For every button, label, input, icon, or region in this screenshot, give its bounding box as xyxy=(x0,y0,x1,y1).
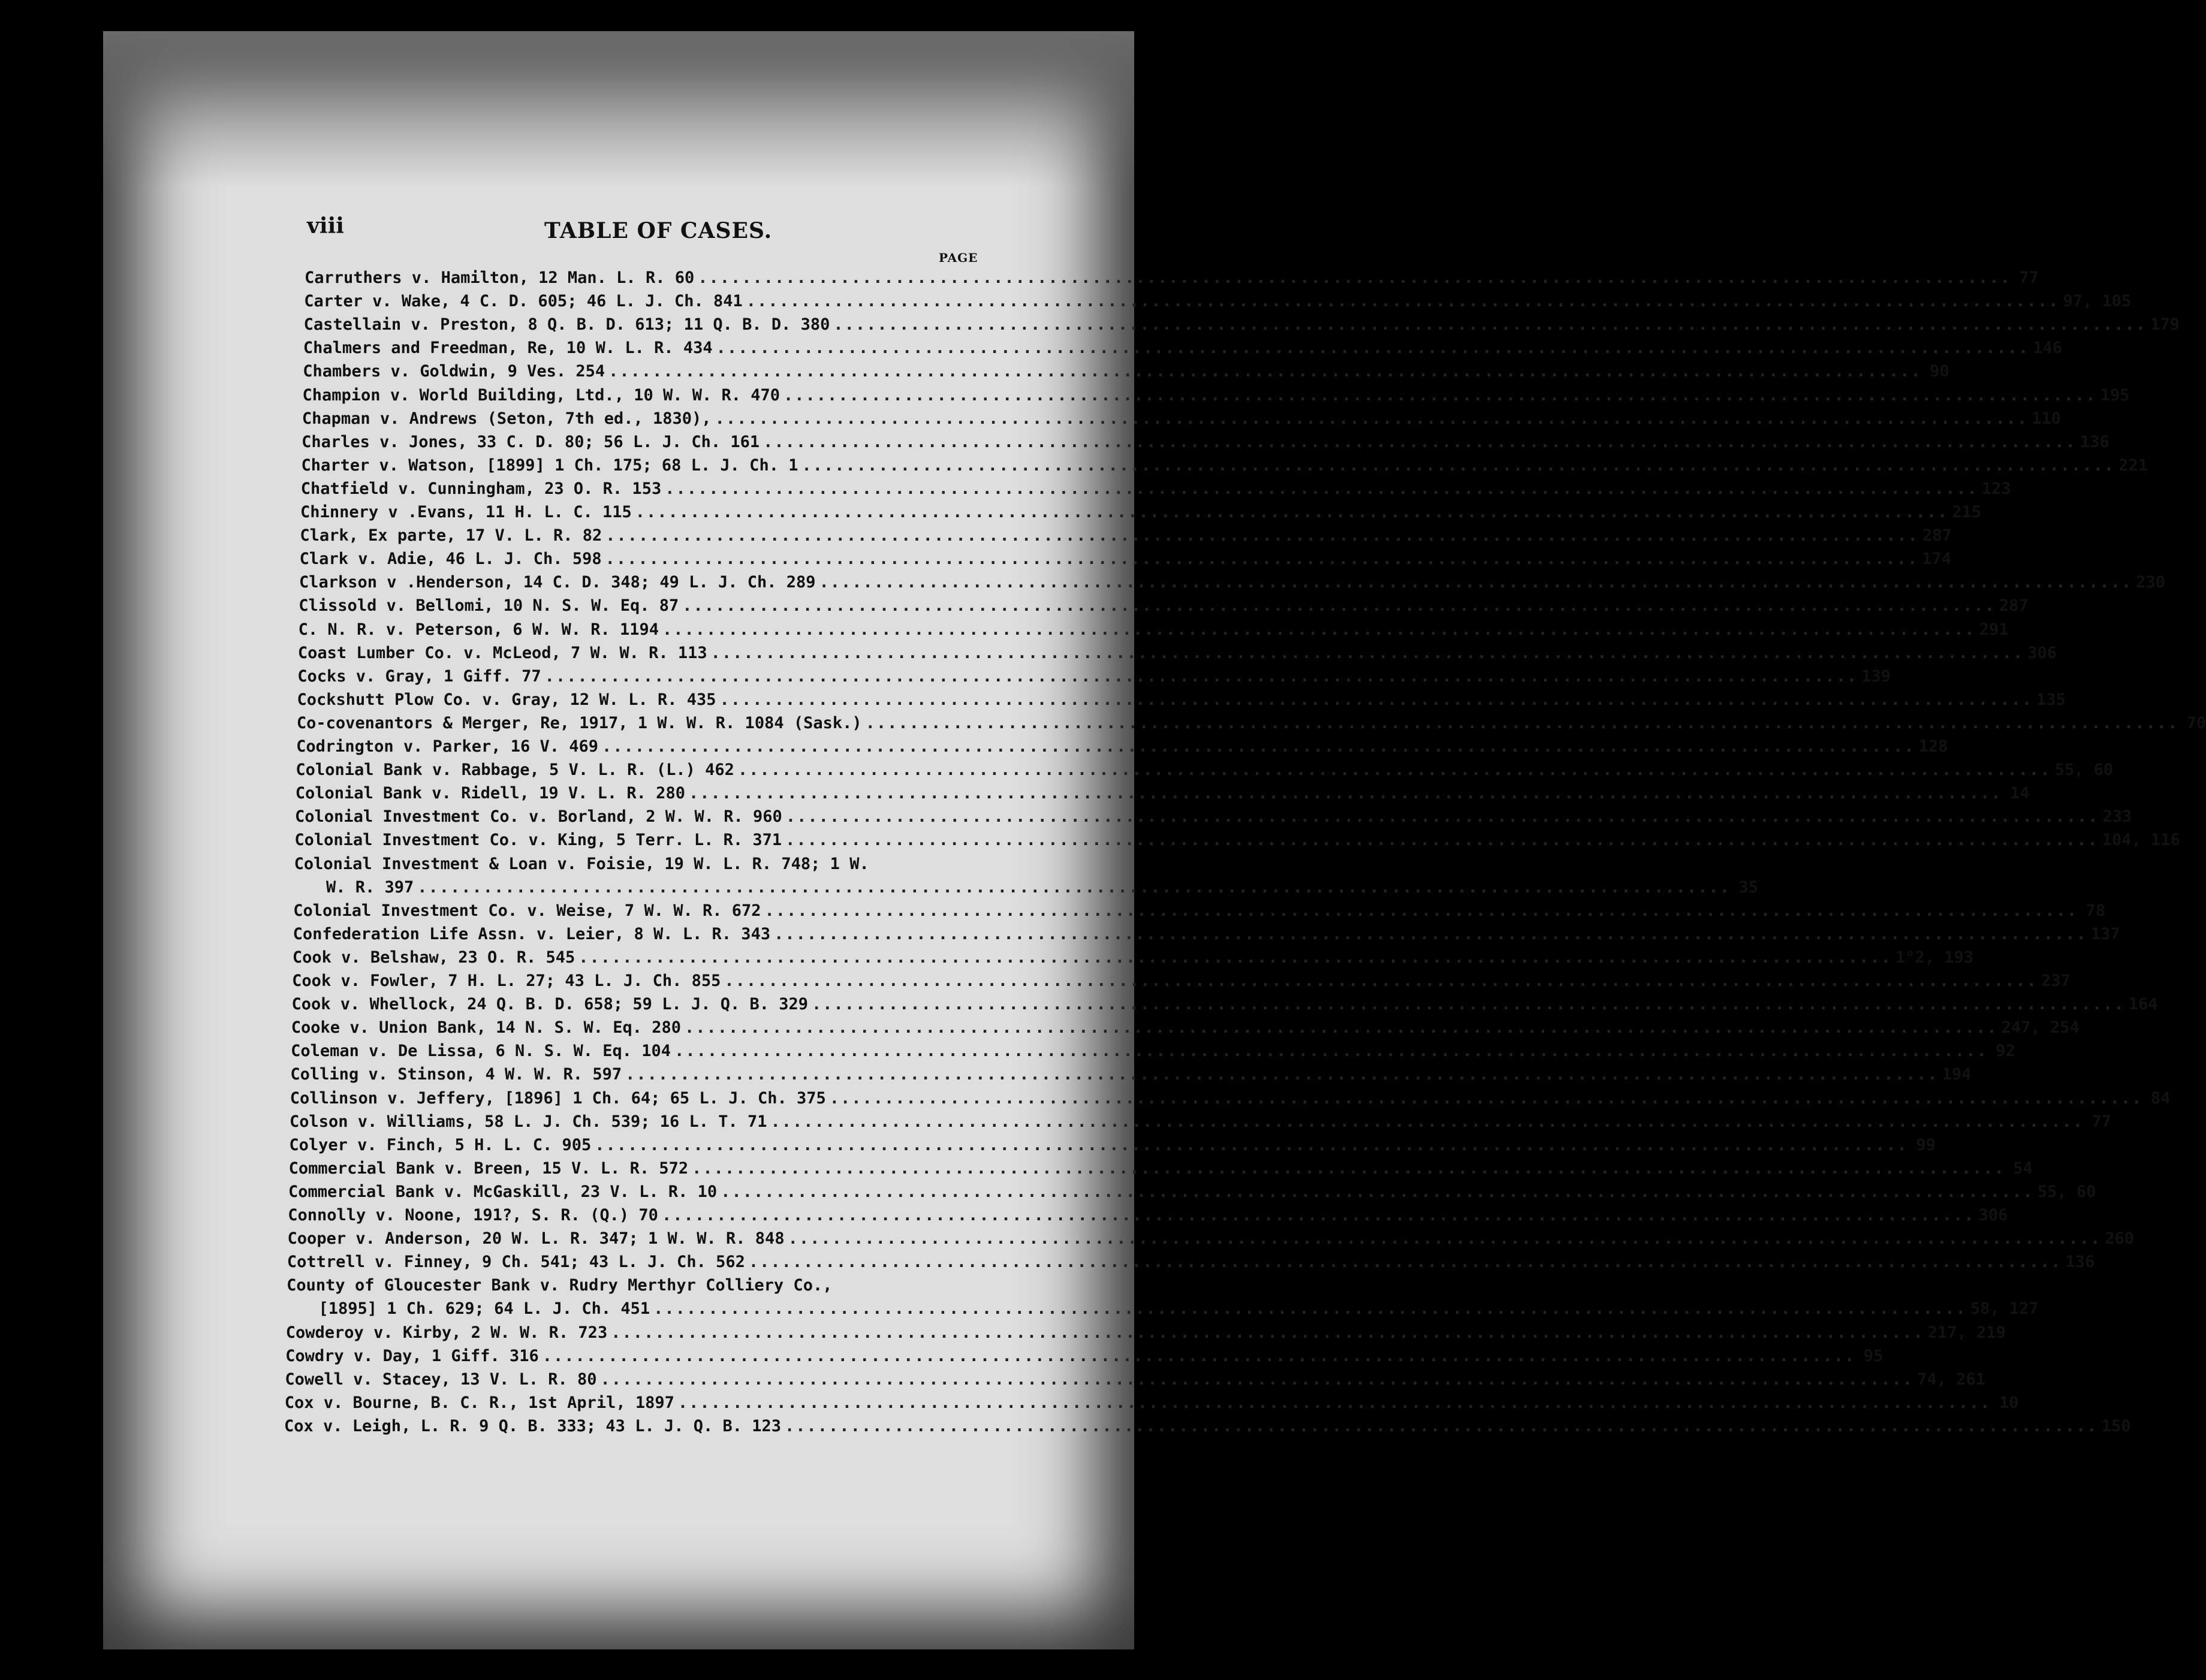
leader-dots: ........................................................................................................................ xyxy=(763,432,2077,451)
case-citation: W. R. 397 xyxy=(326,877,414,897)
leader-dots: ........................................................................................................................ xyxy=(665,479,1978,498)
leader-dots: ........................................................................................................................ xyxy=(682,596,1996,616)
case-citation: Colonial Investment & Loan v. Foisie, 19 W. L. R. 748; 1 W. xyxy=(294,854,869,873)
leader-dots: ........................................................................................................................ xyxy=(715,409,2029,428)
leader-dots: ........................................................................................................................ xyxy=(785,807,2099,827)
leader-dots: ........................................................................................................................ xyxy=(677,1393,1991,1412)
leader-dots: ........................................................................................................................ xyxy=(721,1182,2034,1201)
case-citation: Coast Lumber Co. v. McLeod, 7 W. W. R. 113 xyxy=(297,643,707,662)
case-entry xyxy=(294,855,987,879)
case-citation: Cook v. Fowler, 7 H. L. 27; 43 L. J. Ch. 855 xyxy=(292,972,721,990)
case-entry xyxy=(296,713,2206,738)
leader-dots: ........................................................................................................................ xyxy=(578,948,1892,967)
leader-dots: ........................................................................................................................ xyxy=(724,972,2038,990)
case-page-number: 104, 116 xyxy=(2102,831,2180,850)
case-page-number: 78 xyxy=(2086,901,2106,920)
case-entry xyxy=(284,1416,2131,1441)
case-page-number: 137 xyxy=(2090,924,2120,943)
leader-dots: ........................................................................................................................ xyxy=(801,456,2115,475)
case-page-number: 128 xyxy=(1918,737,1948,756)
case-entry xyxy=(302,432,2109,457)
leader-dots: ........................................................................................................................ xyxy=(662,620,1976,639)
leader-dots: ........................................................................................................................ xyxy=(595,1135,1908,1154)
leader-dots: ........................................................................................................................ xyxy=(698,269,2011,287)
case-citation: Chambers v. Goldwin, 9 Ves. 254 xyxy=(303,362,605,381)
case-page-number: 247, 254 xyxy=(2001,1018,2080,1037)
case-citation: Cook v. Belshaw, 23 O. R. 545 xyxy=(292,948,575,967)
case-entry xyxy=(293,901,2106,925)
case-page-number: 306 xyxy=(1978,1206,2008,1224)
case-page-number: 291 xyxy=(1979,620,2009,639)
leader-dots: ........................................................................................................................ xyxy=(785,1416,2098,1435)
case-page-number: 54 xyxy=(2013,1159,2033,1178)
leader-dots: ........................................................................................................................ xyxy=(608,362,1922,381)
case-page-number: 136 xyxy=(2080,432,2109,451)
case-citation: Commercial Bank v. McGaskill, 23 V. L. R. 10 xyxy=(288,1182,718,1201)
case-citation: Cooper v. Anderson, 20 W. L. R. 347; 1 W. W. R. 848 xyxy=(287,1229,785,1248)
case-citation: Cowell v. Stacey, 13 V. L. R. 80 xyxy=(285,1370,597,1389)
case-entry xyxy=(292,948,1973,972)
case-page-number: 84 xyxy=(2150,1088,2171,1108)
leader-dots: ........................................................................................................................ xyxy=(783,385,2097,405)
leader-dots: ........................................................................................................................ xyxy=(774,924,2087,943)
case-entry xyxy=(295,784,2030,808)
case-page-number: 194 xyxy=(1942,1065,1972,1084)
case-page-number: 195 xyxy=(2100,385,2130,405)
leader-dots: ........................................................................................................................ xyxy=(600,1370,1914,1389)
case-entry xyxy=(291,995,2158,1019)
case-entry xyxy=(303,315,2180,339)
case-entry xyxy=(285,1346,1883,1371)
case-page-number: 77 xyxy=(2092,1112,2112,1131)
case-entry xyxy=(290,1112,2112,1136)
case-citation: Chinnery v .Evans, 11 H. L. C. 115 xyxy=(300,503,632,521)
case-page-number: 10 xyxy=(1999,1393,2019,1412)
case-citation: Chapman v. Andrews (Seton, 7th ed., 1830), xyxy=(302,409,712,428)
case-citation: C. N. R. v. Peterson, 6 W. W. R. 1194 xyxy=(298,620,659,639)
case-page-number: 233 xyxy=(2102,807,2132,827)
leader-dots: ........................................................................................................................ xyxy=(661,1206,1975,1224)
leader-dots: ........................................................................................................................ xyxy=(716,339,2030,358)
case-entry xyxy=(285,1370,1985,1394)
leader-dots: ........................................................................................................................ xyxy=(653,1299,1967,1319)
case-entry xyxy=(287,1229,2135,1253)
case-entry xyxy=(290,1065,1972,1089)
case-citation: Chatfield v. Cunningham, 23 O. R. 153 xyxy=(300,479,662,498)
case-page-number: 95 xyxy=(1863,1346,1883,1365)
case-page-number: 287 xyxy=(1999,596,2029,616)
case-citation: Colonial Investment Co. v. Borland, 2 W. W. R. 960 xyxy=(295,807,782,827)
case-entry xyxy=(285,1323,2006,1347)
case-page-number: 77 xyxy=(2019,269,2039,287)
case-entry xyxy=(289,1135,1936,1160)
case-citation: County of Gloucester Bank v. Rudry Merthyr Colliery Co., xyxy=(287,1276,833,1295)
case-page-number: 136 xyxy=(2065,1253,2095,1272)
case-citation: Clark v. Adie, 46 L. J. Ch. 598 xyxy=(299,550,602,569)
case-page-number: 150 xyxy=(2101,1416,2131,1435)
case-entry xyxy=(299,573,2165,597)
case-citation: Champion v. World Building, Ltd., 10 W. W. R. 470 xyxy=(302,385,780,405)
case-page-number: 146 xyxy=(2033,339,2063,358)
case-citation: Confederation Life Assn. v. Leier, 8 W. L. R. 343 xyxy=(293,924,771,943)
case-entry xyxy=(288,1159,2033,1183)
case-page-number: 306 xyxy=(2027,643,2057,662)
case-entry xyxy=(298,620,2009,644)
case-citation: Cooke v. Union Bank, 14 N. S. W. Eq. 280 xyxy=(291,1018,681,1037)
case-page-number: 1°2, 193 xyxy=(1895,948,1973,967)
case-citation: Clark, Ex parte, 17 V. L. R. 82 xyxy=(300,526,602,545)
case-entry xyxy=(297,643,2057,668)
case-citation: Co-covenantors & Merger, Re, 1917, 1 W. W. R. 1084 (Sask.) xyxy=(296,713,862,732)
case-page-number: 260 xyxy=(2105,1229,2135,1248)
case-entry xyxy=(293,924,2120,949)
case-citation: Cox v. Leigh, L. R. 9 Q. B. 333; 43 L. J. Q. B. 123 xyxy=(284,1416,782,1435)
case-entry xyxy=(303,362,1949,386)
case-entry xyxy=(284,1393,2019,1417)
leader-dots: ........................................................................................................................ xyxy=(605,550,1919,569)
case-citation: Cottrell v. Finney, 9 Ch. 541; 43 L. J. Ch. 562 xyxy=(287,1253,745,1272)
leader-dots: ........................................................................................................................ xyxy=(605,526,1919,545)
case-page-number: 90 xyxy=(1930,362,1949,381)
leader-dots: ........................................................................................................................ xyxy=(865,713,2179,732)
case-entry xyxy=(290,1088,2171,1113)
case-entry xyxy=(288,1182,2096,1207)
case-citation: Charter v. Watson, [1899] 1 Ch. 175; 68 L. J. Ch. 1 xyxy=(301,456,798,475)
case-citation: Cowderoy v. Kirby, 2 W. W. R. 723 xyxy=(285,1323,608,1342)
case-citation: Cowdry v. Day, 1 Giff. 316 xyxy=(285,1346,539,1365)
case-page-number: 58, 127 xyxy=(1970,1299,2039,1319)
leader-dots: ........................................................................................................................ xyxy=(625,1065,1939,1084)
case-page-number: 55, 60 xyxy=(2054,761,2114,780)
case-citation: Carter v. Wake, 4 C. D. 605; 46 L. J. Ch. 841 xyxy=(304,292,743,311)
case-entry xyxy=(299,550,1952,574)
leader-dots: ........................................................................................................................ xyxy=(788,1229,2102,1248)
leader-dots: ........................................................................................................................ xyxy=(812,995,2125,1014)
case-page-number: 99 xyxy=(1916,1135,1936,1154)
case-entry xyxy=(288,1206,2008,1230)
case-page-number: 110 xyxy=(2032,409,2061,428)
case-entry xyxy=(302,409,2061,433)
case-page-number: 217, 219 xyxy=(1927,1323,2006,1342)
leader-dots: ........................................................................................................................ xyxy=(829,1088,2143,1108)
case-page-number: 174 xyxy=(1922,550,1952,569)
case-entry xyxy=(326,877,1758,902)
case-entry xyxy=(299,596,2029,620)
case-entry xyxy=(303,339,2063,363)
case-page-number: 55, 60 xyxy=(2037,1182,2096,1201)
leader-dots: ........................................................................................................................ xyxy=(746,292,2060,311)
case-entry xyxy=(305,269,2039,292)
case-citation: Colling v. Stinson, 4 W. W. R. 597 xyxy=(290,1065,622,1084)
case-page-number: 92 xyxy=(1996,1042,2015,1061)
case-entry xyxy=(292,972,2071,996)
case-citation: Colonial Bank v. Ridell, 19 V. L. R. 280 xyxy=(295,784,685,803)
case-page-number: 35 xyxy=(1738,877,1758,897)
leader-dots: ........................................................................................................................ xyxy=(770,1112,2084,1131)
leader-dots: ........................................................................................................................ xyxy=(710,643,2024,662)
case-page-number: 70 xyxy=(2186,713,2206,732)
case-entry xyxy=(318,1299,2039,1323)
leader-dots: ........................................................................................................................ xyxy=(737,761,2051,780)
case-page-number: 135 xyxy=(2036,690,2066,709)
leader-dots: ........................................................................................................................ xyxy=(833,315,2147,334)
case-citation: Carruthers v. Hamilton, 12 Man. L. R. 60 xyxy=(305,269,695,287)
page-column-label: PAGE xyxy=(939,251,978,265)
case-page-number: 74, 261 xyxy=(1917,1370,1985,1389)
case-entry xyxy=(297,666,1891,691)
case-entry xyxy=(304,292,2132,316)
case-page-number: 123 xyxy=(1981,479,2011,498)
case-citation: Colonial Investment Co. v. King, 5 Terr. L. R. 371 xyxy=(294,831,782,850)
leader-dots: ........................................................................................................................ xyxy=(544,666,1858,686)
leader-dots: ........................................................................................................................ xyxy=(692,1159,2005,1178)
case-page-number: 221 xyxy=(2118,456,2148,475)
case-citation: Codrington v. Parker, 16 V. 469 xyxy=(296,737,599,756)
case-entry xyxy=(295,807,2132,831)
case-citation: Cocks v. Gray, 1 Giff. 77 xyxy=(297,666,541,686)
case-entry xyxy=(287,1276,987,1300)
leader-dots: ........................................................................................................................ xyxy=(785,831,2099,850)
case-citation: Coleman v. De Lissa, 6 N. S. W. Eq. 104 xyxy=(291,1042,671,1061)
case-entry xyxy=(296,761,2114,785)
case-citation: Cook v. Whellock, 24 Q. B. D. 658; 59 L. J. Q. B. 329 xyxy=(291,995,809,1014)
leader-dots: ........................................................................................................................ xyxy=(635,503,1949,521)
case-citation: Castellain v. Preston, 8 Q. B. D. 613; 11 Q. B. D. 380 xyxy=(303,315,830,334)
leader-dots: ........................................................................................................................ xyxy=(611,1323,1924,1342)
case-citation: Cockshutt Plow Co. v. Gray, 12 W. L. R. 435 xyxy=(297,690,716,709)
case-citation: Charles v. Jones, 33 C. D. 80; 56 L. J. Ch. 161 xyxy=(302,432,760,451)
case-citation: Colson v. Williams, 58 L. J. Ch. 539; 16 L. T. 71 xyxy=(290,1112,767,1131)
case-entry xyxy=(291,1018,2080,1042)
case-page-number: 215 xyxy=(1952,503,1982,521)
page-title: TABLE OF CASES. xyxy=(544,218,773,243)
case-page-number: 139 xyxy=(1861,666,1891,686)
case-citation: Collinson v. Jeffery, [1896] 1 Ch. 64; 65 L. J. Ch. 375 xyxy=(290,1088,826,1108)
page-folio: viii xyxy=(307,213,344,239)
case-citation: Colyer v. Finch, 5 H. L. C. 905 xyxy=(289,1135,592,1154)
case-entry xyxy=(300,503,1982,527)
case-entry xyxy=(291,1042,2015,1066)
case-entry xyxy=(300,479,2011,503)
leader-dots: ........................................................................................................................ xyxy=(674,1042,1988,1061)
leader-dots: ........................................................................................................................ xyxy=(602,737,1915,756)
leader-dots: ........................................................................................................................ xyxy=(417,877,1731,897)
leader-dots: ........................................................................................................................ xyxy=(819,573,2133,592)
leader-dots: ........................................................................................................................ xyxy=(719,690,2033,709)
leader-dots: ........................................................................................................................ xyxy=(542,1346,1856,1365)
case-page-number: 14 xyxy=(2010,784,2030,803)
leader-dots: ........................................................................................................................ xyxy=(685,1018,1998,1037)
case-entry xyxy=(296,737,1948,761)
case-page-number: 97, 105 xyxy=(2063,292,2132,311)
case-citation: Connolly v. Noone, 191?, S. R. (Q.) 70 xyxy=(288,1206,658,1224)
case-citation: Clarkson v .Henderson, 14 C. D. 348; 49 L. J. Ch. 289 xyxy=(299,573,816,592)
case-citation: Commercial Bank v. Breen, 15 V. L. R. 572 xyxy=(288,1159,689,1178)
case-entry xyxy=(297,690,2066,714)
case-citation: Cox v. Bourne, B. C. R., 1st April, 1897 xyxy=(284,1393,674,1412)
leader-dots: ........................................................................................................................ xyxy=(764,901,2078,920)
case-citation: [1895] 1 Ch. 629; 64 L. J. Ch. 451 xyxy=(318,1299,650,1319)
leader-dots: ........................................................................................................................ xyxy=(748,1253,2062,1272)
case-citation: Colonial Investment Co. v. Weise, 7 W. W. R. 672 xyxy=(293,901,761,920)
case-entry xyxy=(294,831,2180,855)
case-entry xyxy=(302,385,2130,410)
case-entry xyxy=(301,456,2148,480)
case-entry xyxy=(287,1253,2095,1277)
case-page-number: 287 xyxy=(1922,526,1952,545)
case-page-number: 230 xyxy=(2136,573,2165,592)
case-page-number: 237 xyxy=(2041,972,2071,990)
leader-dots: ........................................................................................................................ xyxy=(688,784,2002,803)
case-citation: Chalmers and Freedman, Re, 10 W. L. R. 434 xyxy=(303,339,713,358)
case-citation: Clissold v. Bellomi, 10 N. S. W. Eq. 87 xyxy=(299,596,679,616)
case-entry xyxy=(300,526,1952,550)
case-citation: Colonial Bank v. Rabbage, 5 V. L. R. (L.) 462 xyxy=(296,761,734,780)
case-page-number: 164 xyxy=(2128,995,2158,1014)
case-page-number: 179 xyxy=(2150,315,2180,334)
